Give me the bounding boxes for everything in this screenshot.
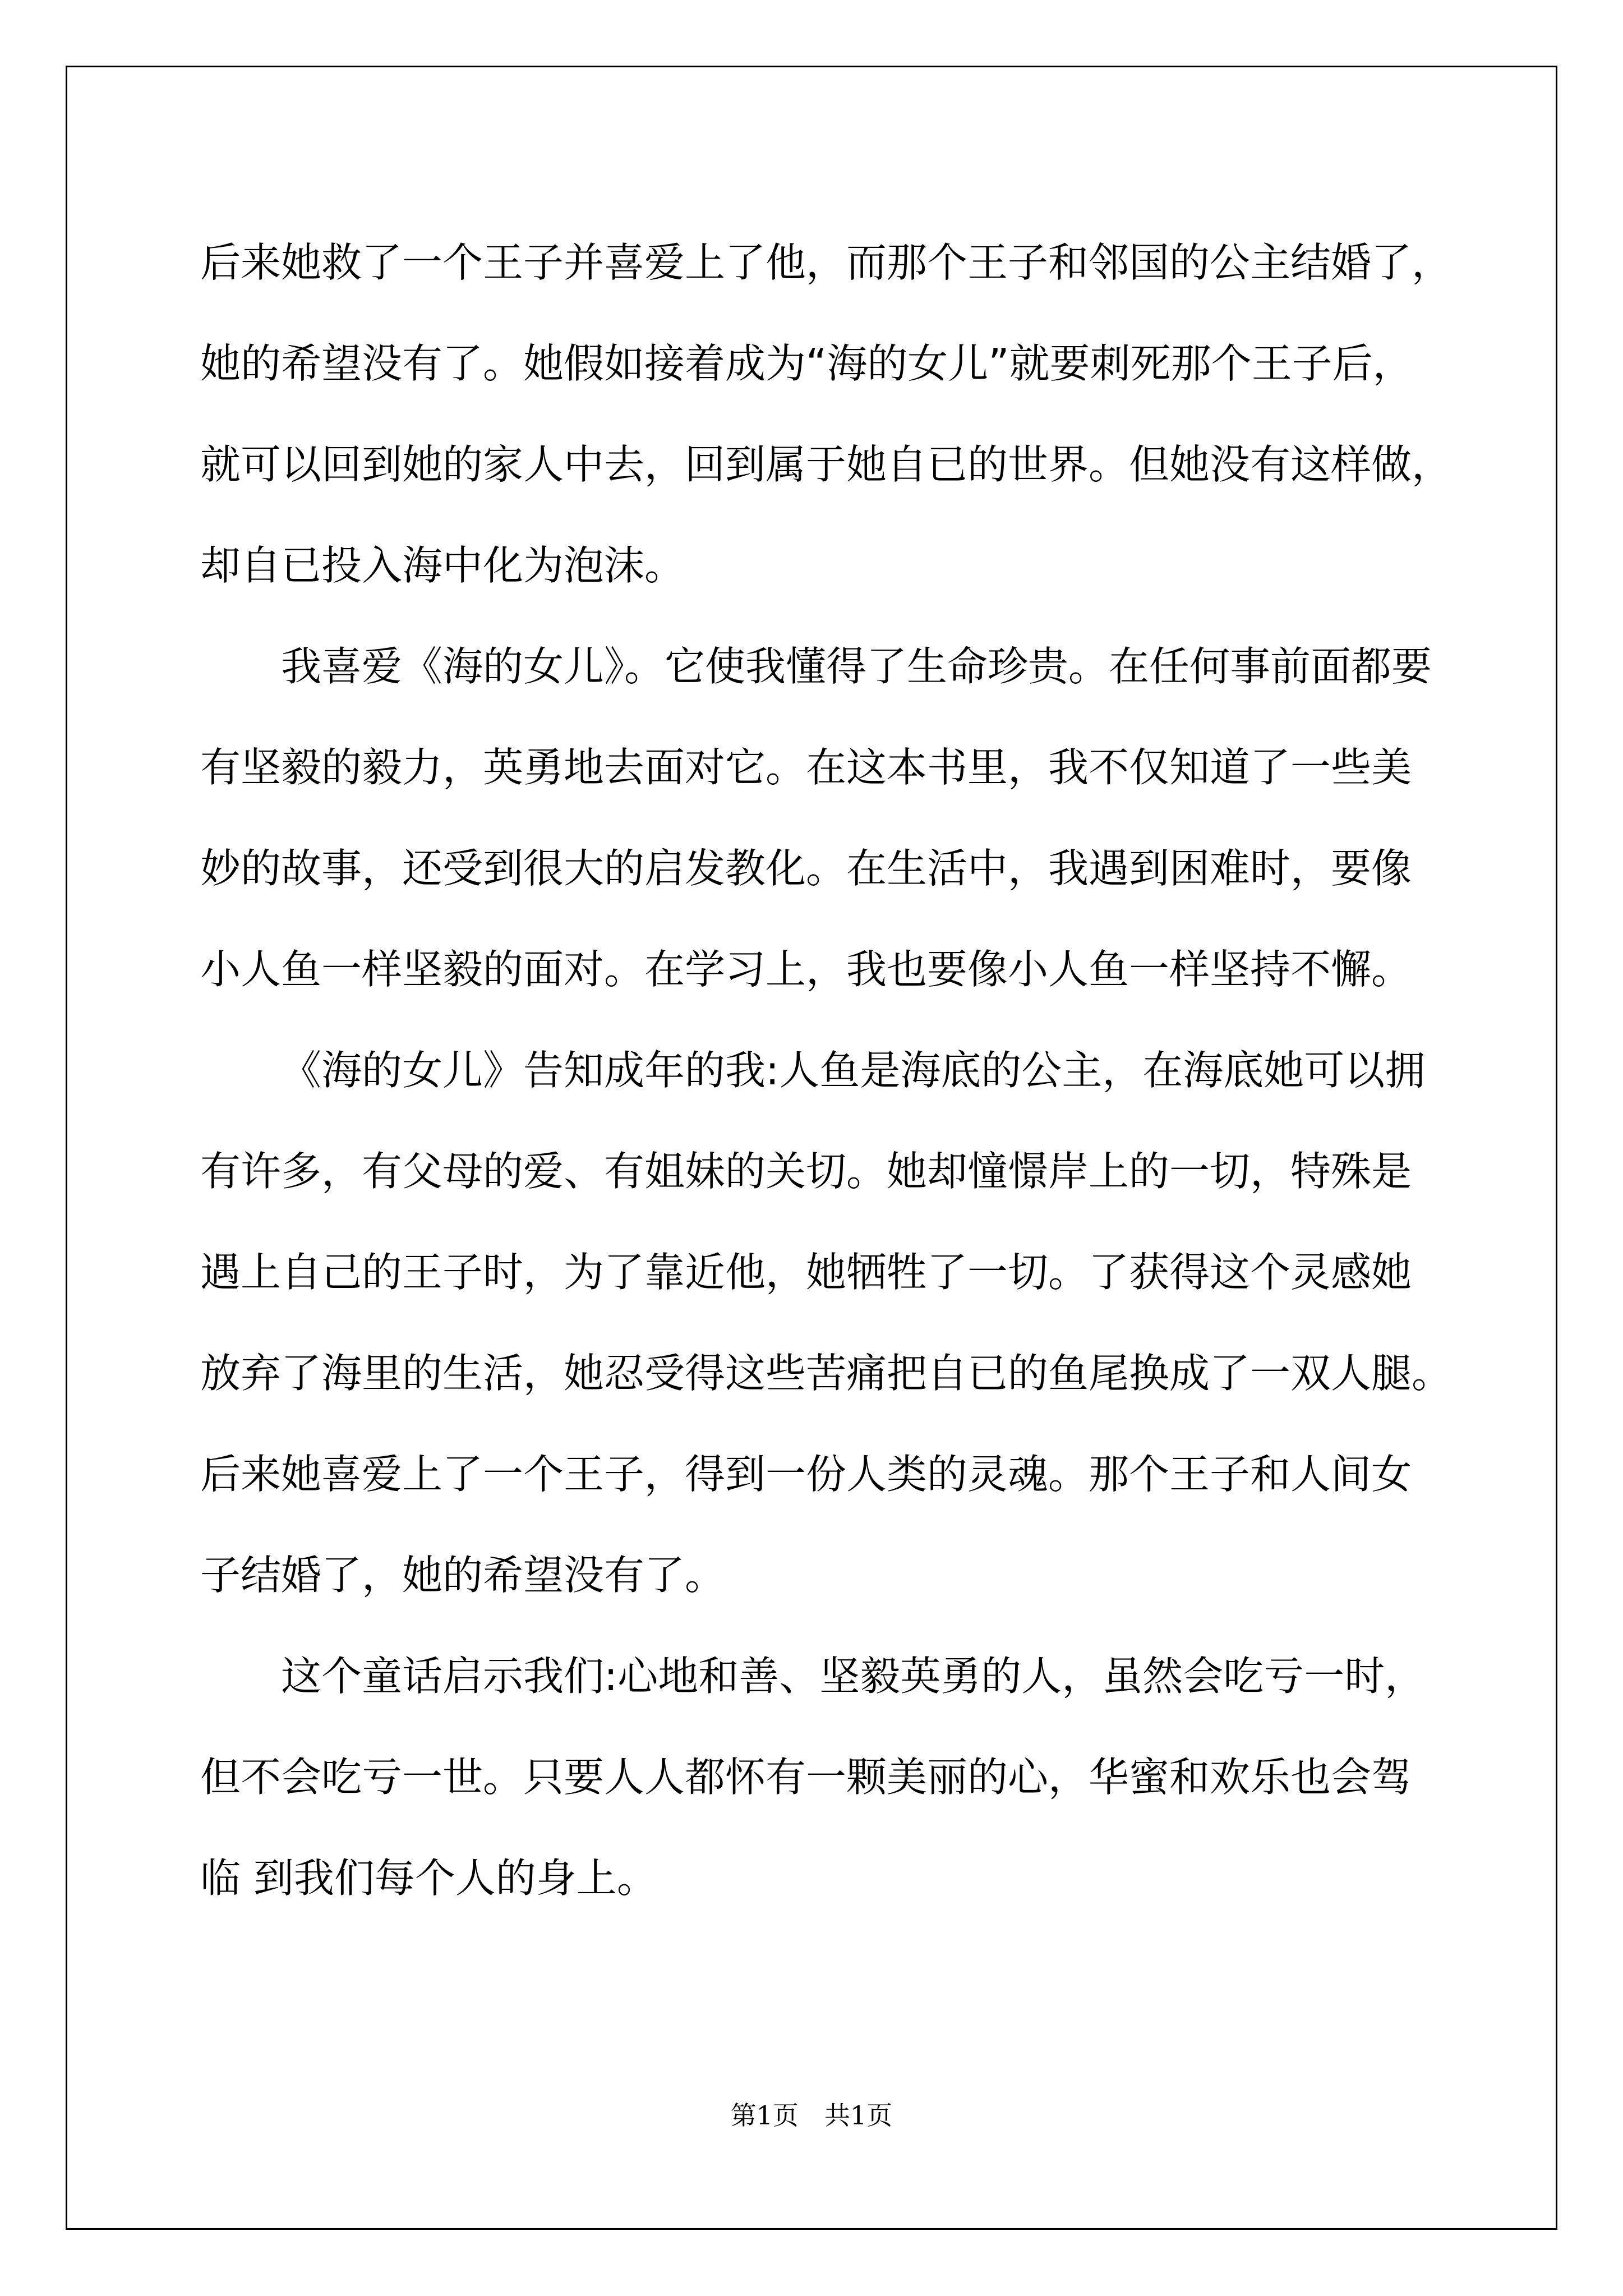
paragraph-start-line: 我喜爱《海的女儿》。它使我懂得了生命珍贵。在任何事前面都要 — [281, 643, 1432, 690]
page-footer: 第1页 共1页 — [730, 2100, 893, 2131]
text-line: 子结婚了，她的希望没有了。 — [200, 1552, 726, 1599]
paragraph-start-line: 《海的女儿》告知成年的我:人鱼是海底的公主，在海底她可以拥 — [281, 1047, 1426, 1094]
text-line: 却自已投入海中化为泡沫。 — [200, 542, 685, 589]
document-body — [200, 212, 1453, 1929]
text-line: 妙的故事，还受到很大的启发教化。在生活中，我遇到困难时，要像 — [200, 845, 1412, 892]
text-line: 后来她救了一个王子并喜爱上了他，而那个王子和邻国的公主结婚了， — [200, 239, 1453, 286]
text-line: 临 到我们每个人的身上。 — [200, 1855, 657, 1902]
text-line: 放弃了海里的生活，她忍受得这些苦痛把自已的鱼尾换成了一双人腿。 — [200, 1350, 1453, 1397]
paragraph-start-line: 这个童话启示我们:心地和善、坚毅英勇的人，虽然会吃亏一时， — [281, 1653, 1426, 1700]
text-line: 小人鱼一样坚毅的面对。在学习上，我也要像小人鱼一样坚持不懈。 — [200, 946, 1412, 993]
text-line: 就可以回到她的家人中去，回到属于她自已的世界。但她没有这样做， — [200, 441, 1453, 488]
text-line: 她的希望没有了。她假如接着成为“海的女儿”就要刺死那个王子后， — [200, 340, 1413, 387]
text-line: 但不会吃亏一世。只要人人都怀有一颗美丽的心，华蜜和欢乐也会驾 — [200, 1754, 1412, 1801]
text-line: 遇上自己的王子时，为了靠近他，她牺牲了一切。了获得这个灵感她 — [200, 1249, 1412, 1296]
text-line: 后来她喜爱上了一个王子，得到一份人类的灵魂。那个王子和人间女 — [200, 1451, 1412, 1498]
text-line: 有许多，有父母的爱、有姐妹的关切。她却憧憬岸上的一切，特殊是 — [200, 1148, 1412, 1195]
text-line: 有坚毅的毅力，英勇地去面对它。在这本书里，我不仅知道了一些美 — [200, 744, 1412, 791]
